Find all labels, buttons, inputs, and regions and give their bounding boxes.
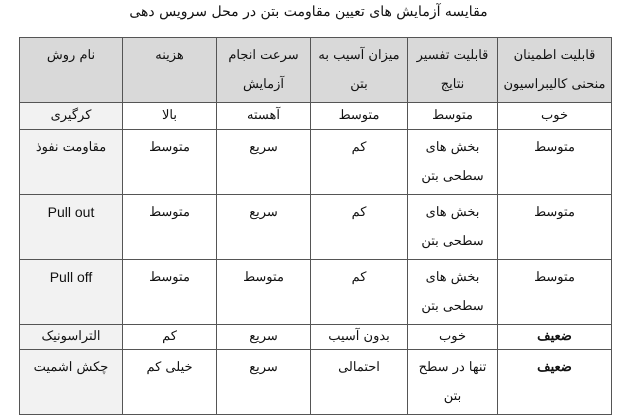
header-calibration-reliability: قابلیت اطمینان منحنی کالیبراسیون (498, 38, 612, 103)
header-row (20, 38, 612, 103)
cell-concrete-damage: کم (311, 260, 408, 325)
cell-calibration-reliability: خوب (498, 103, 612, 130)
cell-result-interpretability: متوسط (408, 103, 498, 130)
cell-concrete-damage: بدون آسیب (311, 325, 408, 350)
header-test-speed: سرعت انجام آزمایش (217, 38, 311, 103)
cell-result-interpretability: تنها در سطح بتن (408, 350, 498, 415)
cell-method-name: چکش اشمیت (20, 350, 123, 415)
cell-result-interpretability: خوب (408, 325, 498, 350)
cell-result-interpretability: بخش های سطحی بتن (408, 260, 498, 325)
cell-method-name: التراسونیک (20, 325, 123, 350)
cell-calibration-reliability: ضعیف (498, 325, 612, 350)
cell-test-speed: سریع (217, 130, 311, 195)
cell-method-name: مقاومت نفوذ (20, 130, 123, 195)
table-row (20, 130, 612, 195)
header-result-interpretability: قابلیت تفسیر نتایج (408, 38, 498, 103)
table-row (20, 325, 612, 350)
table-row (20, 260, 612, 325)
header-method-name: نام روش (20, 38, 123, 103)
table-row (20, 195, 612, 260)
table-title: مقایسه آزمایش های تعیین مقاومت بتن در محل سرویس دهی (129, 4, 488, 20)
cell-result-interpretability: بخش های سطحی بتن (408, 195, 498, 260)
cell-method-name: کرگیری (20, 103, 123, 130)
cell-concrete-damage: احتمالی (311, 350, 408, 415)
cell-test-speed: متوسط (217, 260, 311, 325)
cell-test-speed: سریع (217, 350, 311, 415)
cell-calibration-reliability: متوسط (498, 260, 612, 325)
cell-cost: خیلی کم (123, 350, 217, 415)
cell-cost: متوسط (123, 130, 217, 195)
cell-cost: کم (123, 325, 217, 350)
cell-method-name: Pull off (20, 260, 123, 325)
table-row (20, 103, 612, 130)
comparison-table (19, 37, 612, 415)
cell-cost: بالا (123, 103, 217, 130)
header-concrete-damage: میزان آسیب به بتن (311, 38, 408, 103)
cell-calibration-reliability: متوسط (498, 195, 612, 260)
cell-result-interpretability: بخش های سطحی بتن (408, 130, 498, 195)
cell-concrete-damage: کم (311, 195, 408, 260)
cell-calibration-reliability: متوسط (498, 130, 612, 195)
cell-cost: متوسط (123, 195, 217, 260)
cell-concrete-damage: متوسط (311, 103, 408, 130)
header-cost: هزینه (123, 38, 217, 103)
cell-test-speed: آهسته (217, 103, 311, 130)
cell-calibration-reliability: ضعیف (498, 350, 612, 415)
cell-concrete-damage: کم (311, 130, 408, 195)
cell-test-speed: سریع (217, 325, 311, 350)
cell-cost: متوسط (123, 260, 217, 325)
table-row (20, 350, 612, 415)
cell-method-name: Pull out (20, 195, 123, 260)
cell-test-speed: سریع (217, 195, 311, 260)
